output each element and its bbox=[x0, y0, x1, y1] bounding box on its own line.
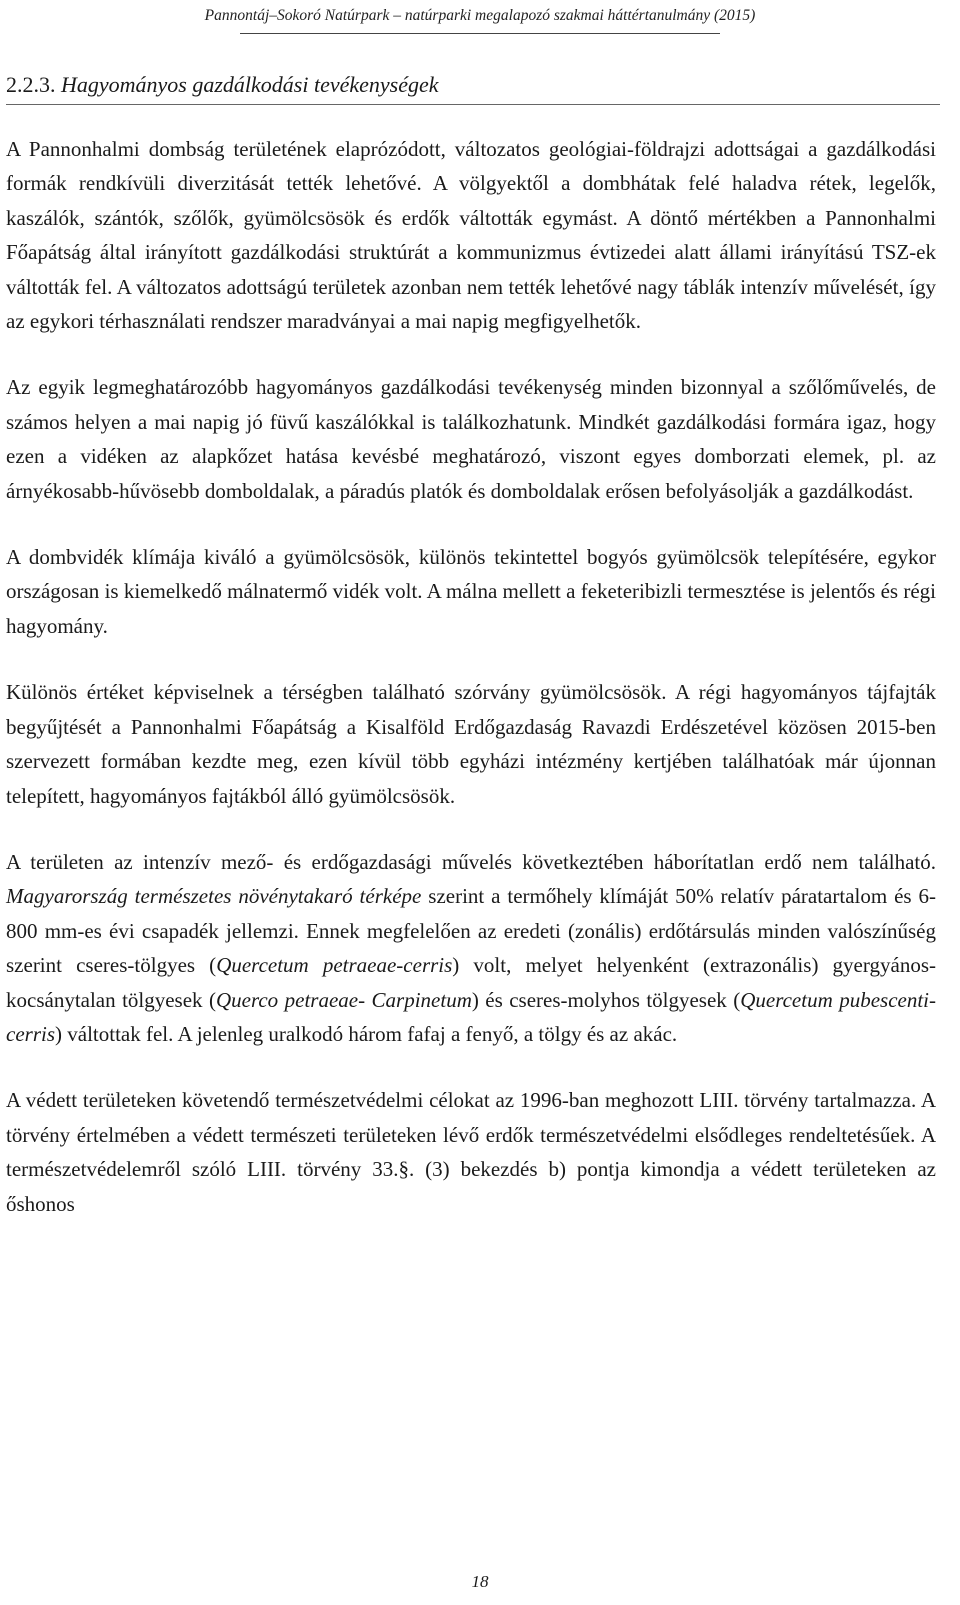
section-title: Hagyományos gazdálkodási tevékenységek bbox=[61, 72, 439, 97]
paragraph-2: Az egyik legmeghatározóbb hagyományos gazdálkodási tevékenység minden bizonnyal a szőlőművelés, de számos helyen a mai napig jó füvű kaszálókkal is találkozhatunk. Mindkét gazdálkodási formára igaz, hogy ezen a vidéken az alapkőzet hatása kevésbé meghatározó, viszont egyes domborzati elemek, pl. az árnyékosabb-hűvösebb domboldalak, a páradús platók és domboldalak erősen befolyásolják a gazdálkodást. bbox=[6, 375, 936, 503]
paragraph-6: A védett területeken követendő természetvédelmi célokat az 1996-ban meghozott LIII. törvény tartalmazza. A törvény értelmében a védett természeti területeken lévő erdők természetvédelmi elsődleges rendeltetésűek. A természetvédelemről szóló LIII. törvény 33.§. (3) bekezdés b) pontja kimondja a védett területeken az őshonos bbox=[6, 1088, 936, 1216]
header-rule bbox=[240, 33, 720, 34]
running-title: Pannontáj–Sokoró Natúrpark – natúrparki megalapozó szakmai háttértanulmány (2015) bbox=[204, 7, 756, 24]
page-number: 18 bbox=[471, 1572, 489, 1591]
map-reference-title: Magyarország természetes növénytakaró térképe bbox=[6, 884, 422, 909]
paragraph-5-part-3: ) volt, melyet helyenként (extrazonális) gyergyános-kocsánytalan tölgyesek ( bbox=[6, 953, 936, 1012]
document-body bbox=[6, 70, 936, 1221]
latin-name-querco-petraeae-carpinetum: Querco petraeae- Carpinetum bbox=[215, 987, 472, 1012]
paragraph-1: A Pannonhalmi dombság területének elaprózódott, változatos geológiai-földrajzi adottságai a gazdálkodási formák rendkívüli diverzitását tették lehetővé. A völgyektől a dombhátak felé haladva rétek, legelők, kaszálók, szántók, szőlők, gyümölcsösök és erdők váltották egymást. A döntő mértékben a Pannonhalmi Főapátság által irányított gazdálkodási struktúrát a kommunizmus évtizedei alatt állami irányítású TSZ-ek váltották fel. A változatos adottságú területek azonban nem tették lehetővé nagy táblák intenzív művelését, így az egykori térhasználati rendszer maradványai a mai napig megfigyelhetők. bbox=[6, 137, 936, 334]
section-number: 2.2.3. bbox=[6, 72, 56, 97]
paragraph-5-part-4: ) és cseres-molyhos tölgyesek ( bbox=[471, 987, 741, 1012]
latin-name-quercetum-petraeae-cerris: Quercetum petraeae-cerris bbox=[216, 953, 453, 978]
paragraph-3: A dombvidék klímája kiváló a gyümölcsösök, különös tekintettel bogyós gyümölcsök telepítésére, egykor országosan is kiemelkedő málnatermő vidék volt. A málna mellett a feketeribizli termesztése is jelentős és régi hagyomány. bbox=[6, 545, 936, 638]
paragraph-5-part-1: A területen az intenzív mező- és erdőgazdasági művelés következtében háborítatlan erdő nem található. bbox=[6, 849, 936, 874]
paragraph-4: Különös értéket képviselnek a térségben található szórvány gyümölcsösök. A régi hagyományos tájfajták begyűjtését a Pannonhalmi Főapátság a Kisalföld Erdőgazdaság Ravazdi Erdészetével közösen 2015-ben szervezett formában kezdte meg, ezen kívül több egyházi intézmény kertjében találhatóak már újonnan telepített, hagyományos fajtákból álló gyümölcsösök. bbox=[6, 680, 936, 808]
paragraph-5 bbox=[6, 845, 936, 1051]
paragraph-5-part-2: szerint a termőhely klímáját 50% relatív páratartalom és 6-800 mm-es évi csapadék jellemzi. Ennek megfelelően az eredeti (zonális) erdőtársulás minden valószínűség szerint cseres-tölgyes ( bbox=[6, 884, 937, 978]
paragraph-5-part-5: ) váltottak fel. A jelenleg uralkodó három fafaj a fenyő, a tölgy és az akác. bbox=[55, 1021, 678, 1046]
section-heading bbox=[6, 70, 940, 105]
latin-name-quercetum-pubescenti-cerris: Quercetum pubescenti-cerris bbox=[6, 987, 936, 1046]
